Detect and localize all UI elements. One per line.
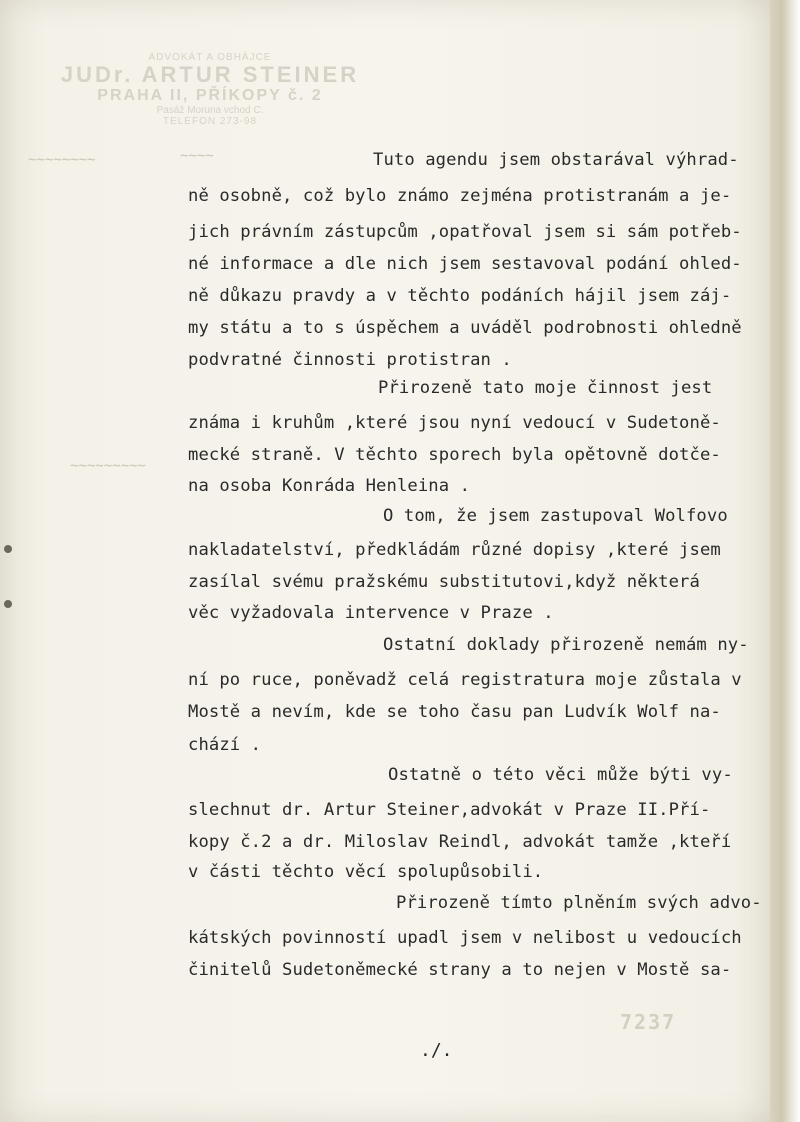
body-line: zasílal svému pražskému substitutovi,když některá <box>188 572 700 592</box>
letterhead-watermark <box>50 52 370 127</box>
body-line: Mostě a nevím, kde se toho času pan Ludvík Wolf na- <box>188 702 721 722</box>
body-line: Přirozeně tato moje činnost jest <box>378 378 713 398</box>
body-line: mecké straně. V těchto sporech byla opětovně dotče- <box>188 445 721 465</box>
body-line: podvratné činnosti protistran . <box>188 350 512 370</box>
body-line: na osoba Konráda Henleina . <box>188 476 471 496</box>
body-line: Přirozeně tímto plněním svých advo- <box>396 893 762 913</box>
punch-hole <box>4 600 12 608</box>
letterhead-name: JUDr. ARTUR STEINER <box>60 62 360 87</box>
body-line: ní po ruce, poněvadž celá registratura moje zůstala v <box>188 670 742 690</box>
letterhead-line: Pasáž Moruna vchod C. <box>156 104 264 116</box>
letterhead-phone: TELEFON 273-98 <box>162 115 258 127</box>
body-line: nakladatelství, předkládám různé dopisy ,které jsem <box>188 540 721 560</box>
body-line: kátských povinností upadl jsem v nelibost u vedoucích <box>188 928 742 948</box>
body-line: známa i kruhům ,které jsou nyní vedoucí v Sudetoně- <box>188 413 721 433</box>
body-line: ně důkazu pravdy a v těchto podáních hájil jsem záj- <box>188 286 732 306</box>
body-line: věc vyžadovala intervence v Praze . <box>188 603 554 623</box>
body-line: né informace a dle nich jsem sestavoval podání ohled- <box>188 254 742 274</box>
body-line: Ostatně o této věci může býti vy- <box>388 765 733 785</box>
body-line: kopy č.2 a dr. Miloslav Reindl, advokát tamže ,kteří <box>188 832 732 852</box>
body-line: činitelů Sudetoněmecké strany a to nejen v Mostě sa- <box>188 960 732 980</box>
body-line: v části těchto věcí spolupůsobili. <box>188 862 544 882</box>
body-line: Tuto agendu jsem obstarával výhrad- <box>373 150 739 170</box>
letterhead-address: PRAHA II, PŘÍKOPY č. 2 <box>97 87 323 105</box>
body-line: O tom, že jsem zastupoval Wolfovo <box>383 506 728 526</box>
bleed-through-mark: ~~~~ <box>180 148 214 164</box>
bleed-through-mark: ~~~~~~~~ <box>28 152 96 168</box>
archive-stamp-number: 7237 <box>620 1010 677 1034</box>
punch-hole <box>4 545 12 553</box>
body-line: Ostatní doklady přirozeně nemám ny- <box>383 635 749 655</box>
body-line: jich právním zástupcům ,opatřoval jsem si sám potřeb- <box>188 222 742 242</box>
bleed-through-mark: ~~~~~~~~~ <box>70 458 146 474</box>
body-line: chází . <box>188 735 262 755</box>
body-line: ně osobně, což bylo známo zejména protistranám a je- <box>188 186 732 206</box>
body-line: slechnut dr. Artur Steiner,advokát v Praze II.Pří- <box>188 800 711 820</box>
letterhead-line: ADVOKÁT A OBHÁJCE <box>148 52 272 63</box>
paper-edge <box>770 0 800 1122</box>
body-line: my státu a to s úspěchem a uváděl podrobnosti ohledně <box>188 318 742 338</box>
page-continuation-marker: ./. <box>420 1040 453 1061</box>
